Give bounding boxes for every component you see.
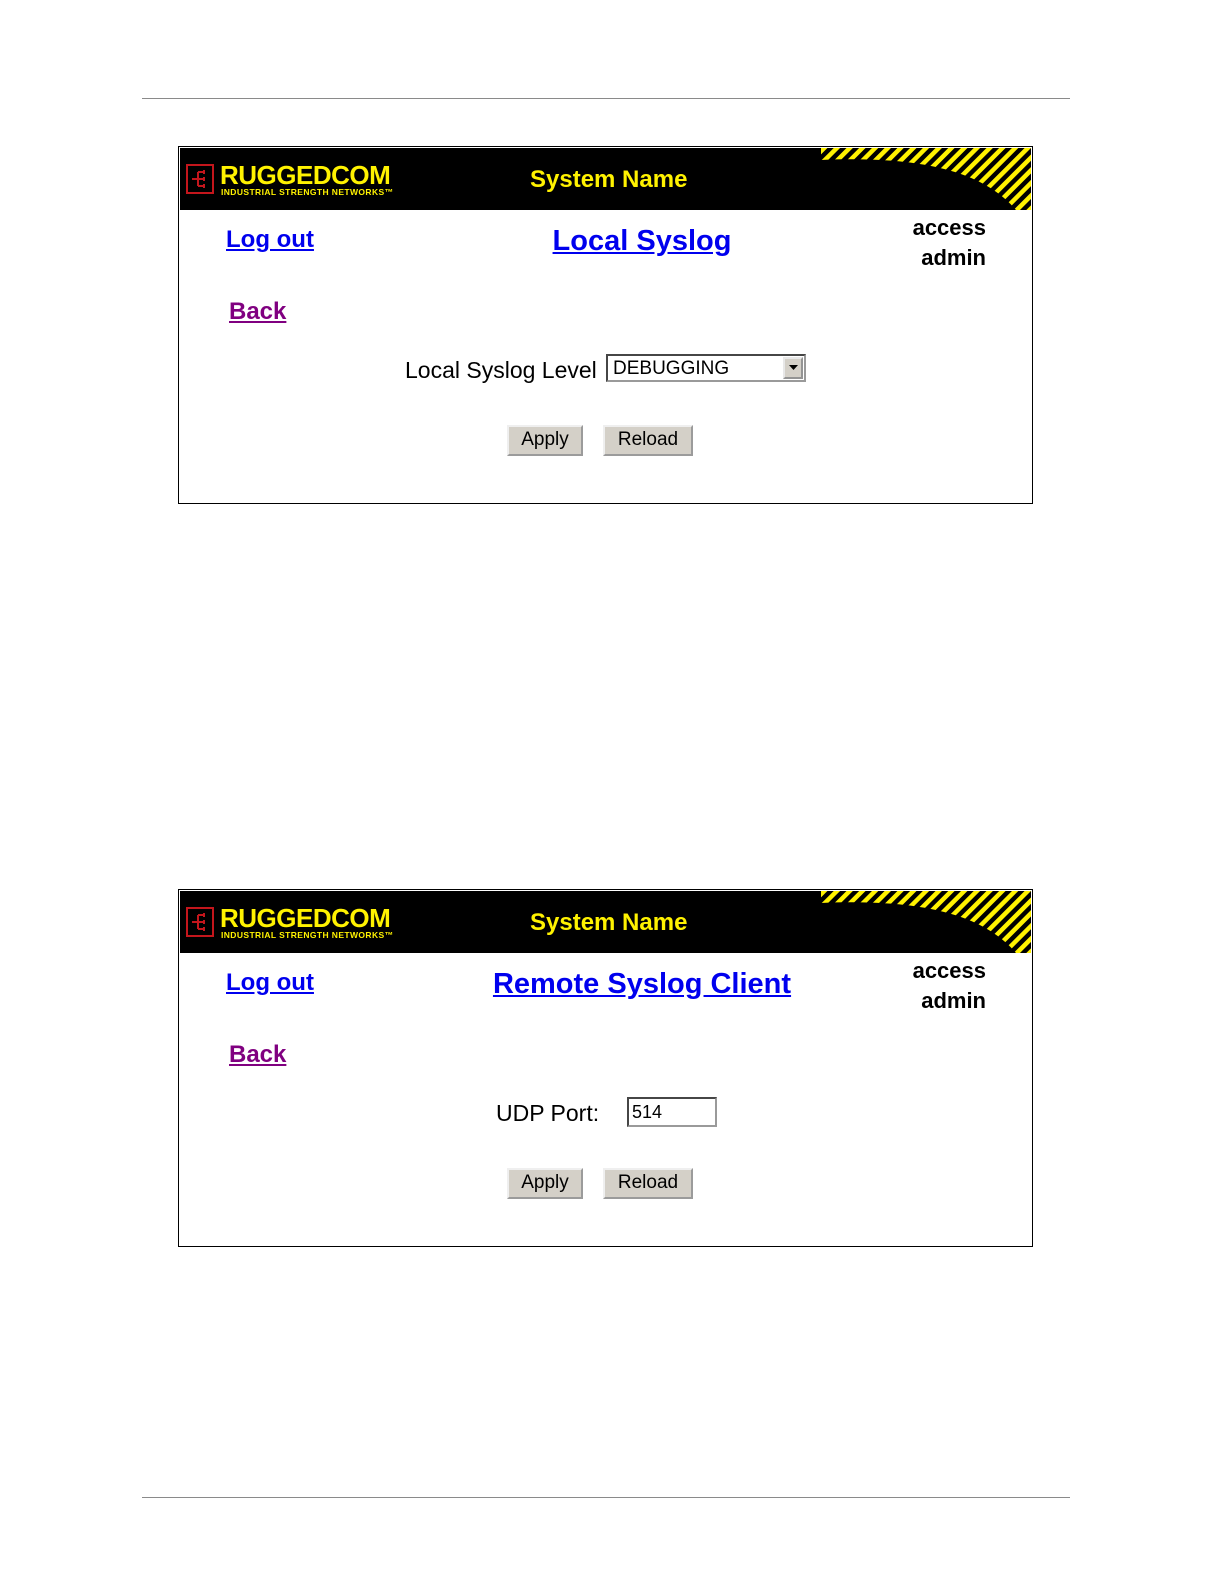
logout-link[interactable]: Log out: [226, 226, 314, 253]
hazard-stripes-decoration: [821, 148, 1031, 210]
reload-button[interactable]: Reload: [603, 1168, 693, 1199]
local-syslog-level-label: Local Syslog Level: [405, 357, 597, 383]
reload-button[interactable]: Reload: [603, 425, 693, 456]
local-syslog-level-select[interactable]: [606, 354, 806, 382]
logo-tagline: INDUSTRIAL STRENGTH NETWORKS™: [221, 187, 394, 197]
back-link[interactable]: Back: [229, 1041, 287, 1068]
page-title[interactable]: Local Syslog: [552, 225, 732, 257]
access-user: admin: [921, 988, 986, 1013]
back-link[interactable]: Back: [229, 298, 287, 325]
local-syslog-screenshot: [178, 146, 1033, 504]
system-name: System Name: [530, 166, 688, 193]
access-label: access: [912, 958, 986, 983]
page-bottom-rule: [142, 1497, 1070, 1498]
access-user: admin: [921, 245, 986, 270]
udp-port-label: UDP Port:: [496, 1100, 600, 1126]
access-info: [913, 213, 986, 273]
header-banner: [180, 148, 1031, 210]
ruggedcom-logo-icon: [186, 164, 214, 194]
hazard-stripes-decoration: [821, 891, 1031, 953]
logo-tagline: INDUSTRIAL STRENGTH NETWORKS™: [221, 930, 394, 940]
access-label: access: [912, 215, 986, 240]
dropdown-arrow-icon[interactable]: [783, 357, 803, 379]
apply-button[interactable]: Apply: [507, 1168, 583, 1199]
ruggedcom-logo-icon: [186, 907, 214, 937]
remote-syslog-client-screenshot: [178, 889, 1033, 1247]
system-name: System Name: [530, 909, 688, 936]
access-info: [913, 956, 986, 1016]
page-top-rule: [142, 98, 1070, 99]
logo-wordmark: RUGGEDCOM: [220, 903, 391, 933]
select-value: DEBUGGING: [613, 358, 730, 379]
udp-port-input[interactable]: [627, 1097, 717, 1127]
logout-link[interactable]: Log out: [226, 969, 314, 996]
header-banner: [180, 891, 1031, 953]
logo-wordmark: RUGGEDCOM: [220, 160, 391, 190]
apply-button[interactable]: Apply: [507, 425, 583, 456]
page-title[interactable]: Remote Syslog Client: [492, 968, 792, 1000]
